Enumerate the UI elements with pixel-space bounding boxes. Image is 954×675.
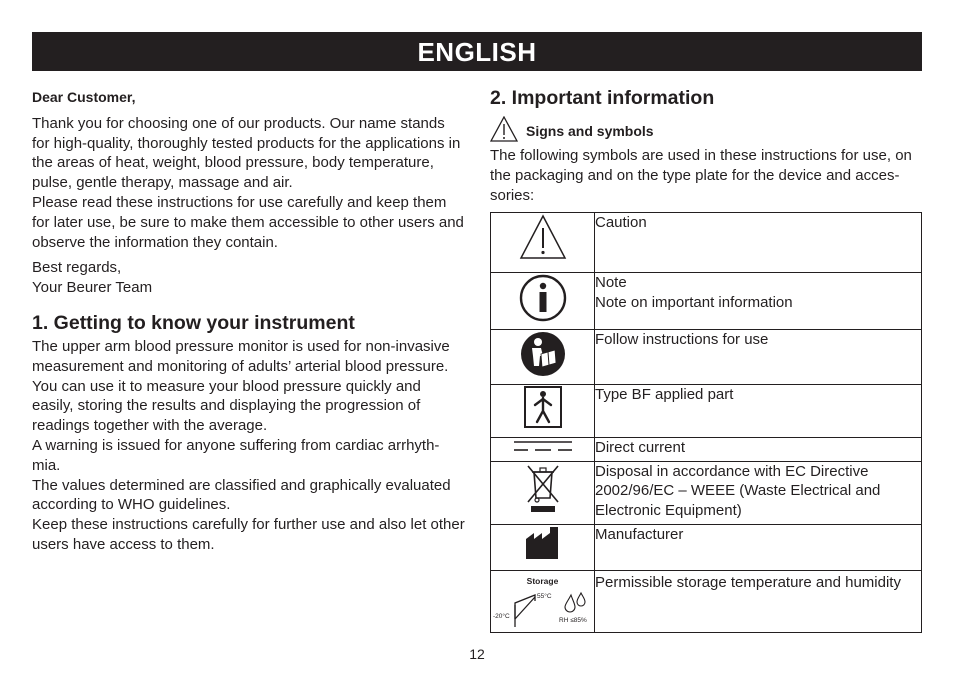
type-bf-applied-part-icon [523, 385, 563, 429]
regards: Best regards, [32, 259, 122, 277]
symbol-description: Follow instructions for use [595, 329, 922, 384]
read-instructions-icon [519, 330, 567, 378]
symbol-description [595, 273, 922, 330]
section-1-title: 1. Getting to know your instrument [32, 311, 355, 334]
table-row [491, 273, 922, 330]
storage-conditions-icon [491, 571, 594, 631]
section-1-paragraph-2: A warning is issued for anyone suffering from cardiac arrhyth-mia. [32, 436, 440, 474]
greeting: Dear Customer, [32, 89, 136, 105]
symbol-description: Direct current [595, 437, 922, 461]
warning-triangle-icon [518, 213, 568, 261]
signs-heading [490, 116, 922, 142]
section-1-paragraph-4: Keep these instructions carefully for further use and also let other users have access to them. [32, 516, 465, 553]
symbol-cell [491, 524, 595, 570]
storage-humidity: RH ≤85% [559, 616, 587, 624]
table-row [491, 213, 922, 273]
storage-icon-label: Storage [526, 575, 559, 586]
section-1-paragraph-1: The upper arm blood pressure monitor is used for non-invasive measurement and monitoring of adults’ arterial blood pressure. You can use it to measure your blood pressure quickly and easily, storing the results and displaying the progression of readings together with the average. [32, 337, 450, 435]
symbols-table [490, 212, 922, 633]
section-2-title: 2. Important information [490, 87, 715, 109]
symbol-description: Disposal in accordance with EC Directive 2002/96/EC – WEEE (Waste Electrical and Electronic Equipment) [595, 461, 922, 524]
direct-current-icon [512, 438, 574, 454]
section-1-paragraph-3: The values determined are classified and graphically evaluated according to WHO guidelines. [32, 476, 451, 514]
storage-temp-high: 55°C [537, 592, 552, 600]
info-icon [518, 273, 568, 323]
left-column [32, 88, 466, 555]
signs-title: Signs and symbols [526, 123, 654, 140]
note-description: Note on important information [595, 293, 793, 311]
table-row [491, 524, 922, 570]
table-row [491, 437, 922, 461]
symbol-cell [491, 570, 595, 632]
language-banner: ENGLISH [32, 32, 922, 71]
symbol-cell [491, 213, 595, 273]
symbol-cell [491, 384, 595, 437]
warning-triangle-icon [490, 116, 518, 142]
page-number: 12 [469, 646, 485, 662]
storage-temp-low: -20°C [493, 612, 510, 620]
manufacturer-icon [524, 525, 562, 561]
symbol-cell [491, 273, 595, 330]
symbol-description: Type BF applied part [595, 384, 922, 437]
table-row [491, 329, 922, 384]
symbol-cell [491, 437, 595, 461]
table-row [491, 570, 922, 632]
symbol-description: Caution [595, 213, 922, 273]
symbol-description: Manufacturer [595, 524, 922, 570]
table-row [491, 461, 922, 524]
right-column [490, 86, 922, 205]
intro-paragraph: Thank you for choosing one of our products. Our name stands for high-quality, thoroughly tested products for the applications in the areas of heat, weight, blood pressure, body temperature, pulse, gentle therapy, massage and air. [32, 114, 461, 192]
weee-bin-icon [523, 462, 563, 514]
signs-intro: The following symbols are used in these instructions for use, on the packaging and on the type plate for the device and acces-sories: [490, 147, 912, 204]
note-label: Note [595, 274, 627, 291]
symbol-cell [491, 329, 595, 384]
symbol-cell [491, 461, 595, 524]
table-row [491, 384, 922, 437]
team-signature: Your Beurer Team [32, 279, 153, 297]
symbol-description: Permissible storage temperature and humidity [595, 570, 922, 632]
intro-paragraph-2: Please read these instructions for use carefully and keep them for later use, be sure to make them accessible to other users and observe the information they contain. [32, 193, 464, 251]
